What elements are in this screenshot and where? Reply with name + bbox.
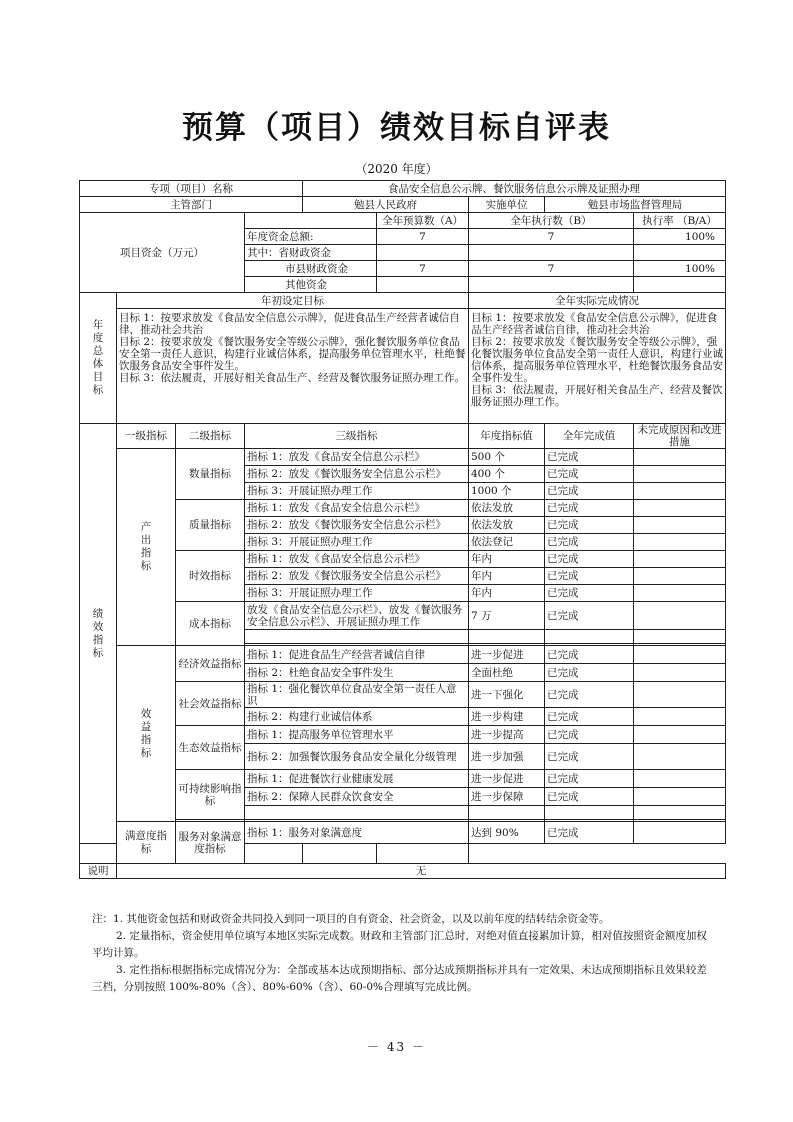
- funds-total-a: 7: [377, 229, 469, 245]
- indicator-value: 进一下强化: [469, 682, 545, 708]
- funds-prov-label: 其中：省财政资金: [245, 245, 377, 261]
- indicator-name: 指标 1：放发《食品安全信息公示栏》: [245, 449, 469, 466]
- indicator-done: 已完成: [545, 664, 634, 682]
- completed-header: 全年完成值: [545, 424, 634, 449]
- funds-total-rate: 100%: [634, 229, 726, 245]
- indicator-done: 已完成: [545, 646, 634, 664]
- note-1: 注：1. 其他资金包括和财政资金共同投入到同一项目的自有资金、社会资金，以及以前年度的结转结余资金等。: [92, 913, 610, 925]
- impl-unit-value: 勉县市场监督管理局: [545, 197, 726, 213]
- indicator-done: 已完成: [545, 788, 634, 806]
- funds-county-label: 市县财政资金: [245, 261, 377, 277]
- table-row: [80, 770, 726, 788]
- indicator-name: 放发《食品安全信息公示栏》、放发《餐饮服务安全信息公示栏》、开展证照办理工作: [245, 602, 469, 630]
- indicator-done: 已完成: [545, 483, 634, 500]
- indicator-name: 指标 1：促进食品生产经营者诚信自律: [245, 646, 469, 664]
- indicator-done: 已完成: [545, 568, 634, 585]
- indicator-name: 指标 2：放发《餐饮服务安全信息公示栏》: [245, 466, 469, 483]
- indicator-value: 进一步构建: [469, 708, 545, 726]
- indicator-name: 指标 1：促进餐饮行业健康发展: [245, 770, 469, 788]
- project-name-row: [80, 181, 726, 197]
- project-name-value: 食品安全信息公示牌、餐饮服务信息公示牌及证照办理: [303, 181, 726, 197]
- actual-text: 目标 1：按要求放发《食品安全信息公示牌》，促进食品生产经营者诚信自律，推动社会共治 目标 2：按要求放发《餐饮服务安全等级公示牌》，强化餐饮服务单位食品安全第一责任人意识，构建行业诚信体系，提高服务单位管理水平，杜绝餐饮服务食品安全事件发生。 目标 3：依法履责，开展好相关食品生产、经营及餐饮服务证照办理工作。: [469, 309, 726, 424]
- table-row: [80, 500, 726, 517]
- self-evaluation-table: [79, 180, 726, 879]
- effect-group: 效益指标: [117, 646, 176, 822]
- lvl2-header: 二级指标: [176, 424, 245, 449]
- funds-label: 项目资金（万元）: [80, 213, 245, 293]
- actual-header: 全年实际完成情况: [469, 293, 726, 309]
- exec-rate-header: 执行率 （B/A）: [634, 213, 726, 229]
- project-name-label: 专项（项目）名称: [80, 181, 303, 197]
- page-number: － 43 －: [367, 1040, 426, 1054]
- indicator-done: 已完成: [545, 708, 634, 726]
- indicator-done: 已完成: [545, 602, 634, 630]
- indicator-value: 进一步促进: [469, 646, 545, 664]
- ecological-group: 生态效益指标: [176, 726, 245, 770]
- indicator-value: 依法登记: [469, 534, 545, 551]
- goal-header-row: [80, 293, 726, 309]
- year-label: （2020 年度）: [355, 162, 438, 176]
- note-2: 2. 定量指标，资金使用单位填写本地区实际完成数。财政和主管部门汇总时，对绝对值直接累加计算，相对值按照资金额度加权平均计算。: [92, 930, 707, 959]
- indicator-value: 进一步保障: [469, 788, 545, 806]
- indicator-name: 指标 1：服务对象满意度: [245, 822, 469, 844]
- perf-header-row: [80, 424, 726, 449]
- indicator-value: 进一步加强: [469, 744, 545, 770]
- perf-section-label: 绩效指标: [80, 424, 117, 844]
- indicator-value: 年内: [469, 568, 545, 585]
- indicator-value: 500 个: [469, 449, 545, 466]
- indicator-name: 指标 3：开展证照办理工作: [245, 483, 469, 500]
- indicator-value: 进一步提高: [469, 726, 545, 744]
- indicator-done: 已完成: [545, 449, 634, 466]
- indicator-value: 达到 90%: [469, 822, 545, 844]
- social-group: 社会效益指标: [176, 682, 245, 726]
- satisfaction-group: 满意度指标: [117, 822, 176, 864]
- output-group: 产出指标: [117, 449, 176, 646]
- indicator-done: 已完成: [545, 726, 634, 744]
- indicator-name: 指标 3：开展证照办理工作: [245, 585, 469, 602]
- indicator-name: 指标 2：放发《餐饮服务安全信息公示栏》: [245, 517, 469, 534]
- reason-header: 未完成原因和改进措施: [634, 424, 726, 449]
- timeliness-group: 时效指标: [176, 551, 245, 602]
- indicator-done: 已完成: [545, 534, 634, 551]
- indicator-done: 已完成: [545, 682, 634, 708]
- annual-budget-header: 全年预算数（A）: [377, 213, 469, 229]
- initial-goal-header: 年初设定目标: [117, 293, 469, 309]
- page-title: 预算（项目）绩效目标自评表: [182, 110, 611, 146]
- indicator-value: 年内: [469, 551, 545, 568]
- sustain-group: 可持续影响指标: [176, 770, 245, 820]
- table-row: [80, 551, 726, 568]
- impl-unit-label: 实施单位: [469, 197, 545, 213]
- economic-group: 经济效益指标: [176, 646, 245, 682]
- indicator-name: 指标 1：强化餐饮单位食品安全第一责任人意识: [245, 682, 469, 708]
- indicator-name: 指标 3：开展证照办理工作: [245, 534, 469, 551]
- indicator-name: 指标 1：提高服务单位管理水平: [245, 726, 469, 744]
- table-row: [80, 844, 726, 864]
- indicator-name: 指标 2：保障人民群众饮食安全: [245, 788, 469, 806]
- remark-row: [80, 864, 726, 879]
- indicator-value: 年内: [469, 585, 545, 602]
- lvl3-header: 三级指标: [245, 424, 469, 449]
- indicator-done: 已完成: [545, 770, 634, 788]
- annual-value-header: 年度指标值: [469, 424, 545, 449]
- dept-value: 勉县人民政府: [303, 197, 469, 213]
- quantity-group: 数量指标: [176, 449, 245, 500]
- indicator-done: 已完成: [545, 500, 634, 517]
- indicator-name: 指标 2：加强餐饮服务食品安全量化分级管理: [245, 744, 469, 770]
- indicator-done: 已完成: [545, 466, 634, 483]
- service-sat-group: 服务对象满意度指标: [176, 822, 245, 864]
- quality-group: 质量指标: [176, 500, 245, 551]
- indicator-value: 400 个: [469, 466, 545, 483]
- footnotes: [92, 911, 712, 996]
- funds-total-label: 年度资金总额:: [245, 229, 377, 245]
- indicator-value: 全面杜绝: [469, 664, 545, 682]
- funds-other-label: 其他资金: [245, 277, 377, 293]
- indicator-done: 已完成: [545, 517, 634, 534]
- funds-county-rate: 100%: [634, 261, 726, 277]
- initial-goal-text: 目标 1：按要求放发《食品安全信息公示牌》，促进食品生产经营者诚信自律，推动社会共治 目标 2：按要求放发《餐饮服务安全等级公示牌》，强化餐饮服务单位食品安全第一责任人意识，构建行业诚信体系，提高服务单位管理水平，杜绝餐饮服务食品安全事件发生。 目标 3：依法履责，开展好相关食品生产、经营及餐饮服务证照办理工作。: [117, 309, 469, 424]
- indicator-value: 1000 个: [469, 483, 545, 500]
- remark-value: 无: [117, 864, 726, 879]
- table-row: [80, 646, 726, 664]
- note-3: 3. 定性指标根据指标完成情况分为：全部或基本达成预期指标、部分达成预期指标并具有一定效果、未达成预期指标且效果较差三档，分别按照 100%-80%（含）、80%-60%（含）、60-0%合理填写完成比例。: [92, 964, 707, 993]
- dept-row: [80, 197, 726, 213]
- indicator-done: 已完成: [545, 744, 634, 770]
- indicator-name: 指标 1：放发《食品安全信息公示栏》: [245, 500, 469, 517]
- annual-exec-header: 全年执行数（B）: [469, 213, 634, 229]
- indicator-done: 已完成: [545, 551, 634, 568]
- table-row: [80, 822, 726, 844]
- funds-county-b: 7: [469, 261, 634, 277]
- indicator-value: 进一步促进: [469, 770, 545, 788]
- goal-section-label: 年度总体目标: [80, 293, 117, 424]
- indicator-name: 指标 2：放发《餐饮服务安全信息公示栏》: [245, 568, 469, 585]
- indicator-name: 指标 2：杜绝食品安全事件发生: [245, 664, 469, 682]
- indicator-done: 已完成: [545, 585, 634, 602]
- table-row: [80, 726, 726, 744]
- indicator-name: 指标 1：放发《食品安全信息公示栏》: [245, 551, 469, 568]
- indicator-name: 指标 2：构建行业诚信体系: [245, 708, 469, 726]
- dept-label: 主管部门: [80, 197, 303, 213]
- funds-county-a: 7: [377, 261, 469, 277]
- table-row: [80, 682, 726, 708]
- remark-label: 说明: [80, 864, 117, 879]
- goal-content-row: [80, 309, 726, 424]
- funds-header-row: [80, 213, 726, 229]
- indicator-value: 依法发放: [469, 500, 545, 517]
- indicator-value: 依法发放: [469, 517, 545, 534]
- indicator-value: 7 万: [469, 602, 545, 630]
- lvl1-header: 一级指标: [117, 424, 176, 449]
- funds-total-b: 7: [469, 229, 634, 245]
- indicator-done: 已完成: [545, 822, 634, 844]
- cost-group: 成本指标: [176, 602, 245, 646]
- table-row: [80, 602, 726, 630]
- table-row: [80, 449, 726, 466]
